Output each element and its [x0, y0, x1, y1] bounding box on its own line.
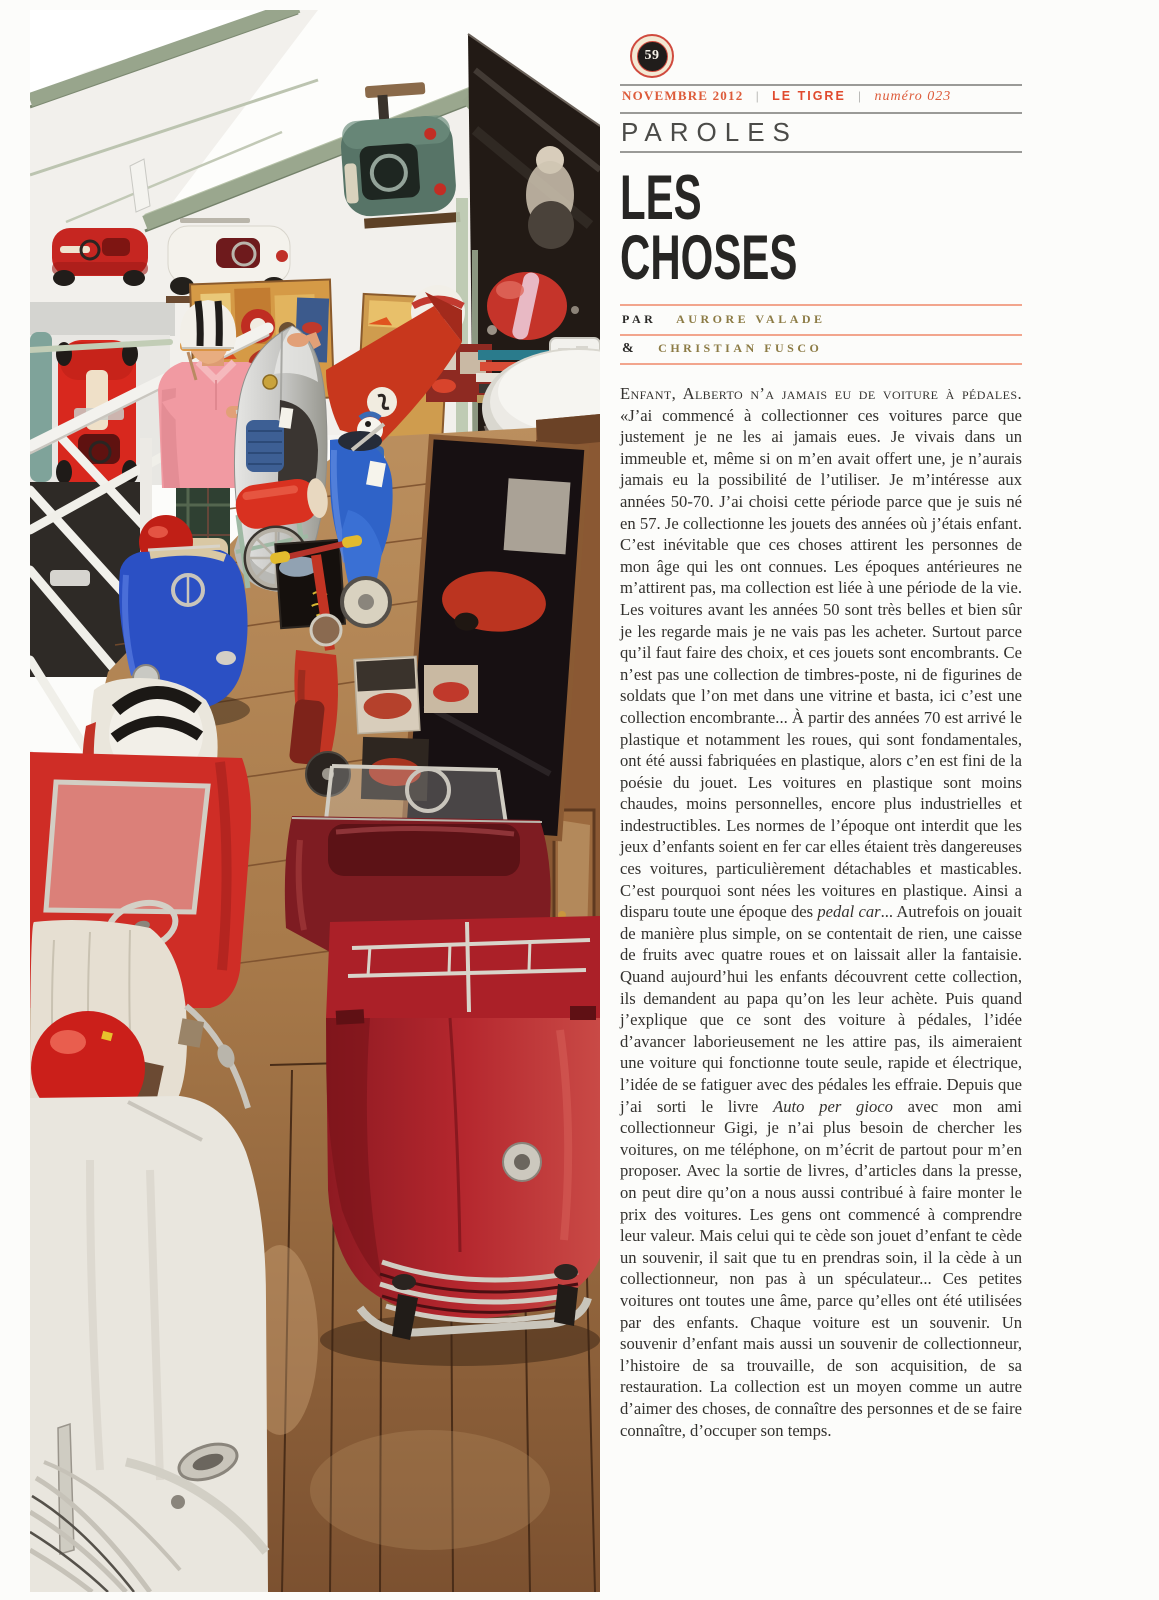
- page-number-disc: [637, 41, 668, 72]
- hand-on-car: [287, 333, 309, 347]
- body-paragraph-3: avec mon ami collectionneur Gigi, je n’ai plus besoin de chercher les voitures, on me téléphone, on m’écrit de partout pour m’en proposer. Avec la sortie de livres, d’articles dans la presse, on peut dire qu’on a nous aussi contribué à faire monter le prix des voitures. Les gens ont commencé à comprendre leur valeur. Mais celui qui te cède son jouet d’enfant te cède un souvenir, il sait que tu en prendras soin, il la cède à un collectionneur, non pas à un spéculateur... Ces petites voitures ont toutes une âme, parce qu’elles ont été utilisées par des enfants. Chaque voiture est un souvenir. Un souvenir d’enfant mais aussi un souvenir de collectionneur, l’histoire de sa trouvaille, de son acquisition, de sa restauration. La collection est un moyen comme un autre d’aimer des choses, de connaître des personnes et de se faire connaître, d’occuper son temps.: [620, 1096, 1022, 1440]
- byline-par-label: PAR: [622, 312, 657, 326]
- byline-row-2: [622, 341, 822, 357]
- body-italic-auto-per-gioco: Auto per gioco: [773, 1096, 893, 1116]
- byline-ampersand: &: [622, 341, 634, 356]
- byline-row-1: [622, 312, 826, 327]
- article-body: [620, 383, 1022, 1441]
- masthead: [622, 88, 1022, 105]
- body-paragraph-1: «J’ai commencé à collectionner ces voitures parce que justement je ne les ai jamais eues. Je vivais dans un immeuble et, même si on m’en avait offert une, je n’aurais jamais eu la possibilité de l’utiliser. Je m’intéresse aux années 50-70. J’ai choisi cette période parce que je suis né en 57. Je collectionne les jouets des années où j’étais enfant. C’est inévitable que ces choses attirent les personnes de mon âge qui les ont connues. Les époques antérieures ne m’attirent pas, ma collection est liée à une période de la vie. Les voitures avant les années 50 sont très belles et bien sûr je les regarde mais je ne vais pas les acheter. Surtout parce qu’il faut faire des choix, et ces jouets sont encombrants. Ce n’est pas une collection de timbres-poste, ni de figurines de soldats que l’on met dans une vitrine et basta, ici c’est une collection encombrante... À partir des années 70 est arrivé le plastique et notamment les roues, qui sont fondamentales, ont été aussi fabriquées en plastique, alors c’en est fini de la poésie du jouet. Les voitures en plastique sont moins chaudes, moins personnelles, encore plus industrielles et indestructibles. Les normes de l’époque ont interdit que les jeux d’enfants soient en fer car elles étaient très dangereuses ces voitures, particulièrement détachables et masticables. C’est pourquoi sont nées les voitures en plastique. Ainsi a disparu toute une époque des: [620, 405, 1022, 922]
- byline-rule: [620, 334, 1022, 336]
- masthead-date: NOVEMBRE 2012: [622, 88, 744, 103]
- masthead-separator: |: [755, 88, 760, 103]
- photo-pedal-car-collection: [30, 10, 600, 1592]
- body-paragraph-2: ... Autrefois on jouait de manière plus simple, on se contentait de rien, une caisse de fruits avec quatre roues et on laissait aller la fantaisie. Quand aujourd’hui les enfants découvrent cette collection, ils demandent au papa qu’on les leur achète. Puis quand j’explique que ce sont des voiture à pédales, l’idée d’avancer laborieusement ne les attire pas, ils aimeraient une voiture qui fonctionne toute seule, rapide et électrique, l’idée de se fatiguer avec des pédales les effraie. Depuis que j’ai sorti le livre: [620, 902, 1023, 1116]
- byline-rule: [620, 363, 1022, 365]
- article-column: [620, 0, 1022, 1600]
- red-cream-pedal-car: [30, 752, 268, 1592]
- page-number-badge: [630, 34, 674, 78]
- masthead-separator: |: [858, 88, 863, 103]
- photo-illustration: [30, 10, 600, 1592]
- body-lead-smallcaps: Enfant, Alberto n’a jamais eu de voiture à pédales.: [620, 384, 1022, 403]
- article-title-line1: LES: [620, 162, 702, 233]
- byline-author-1: AURORE VALADE: [676, 312, 826, 326]
- body-italic-pedal-car: pedal car: [817, 902, 881, 922]
- masthead-rule-bottom: [620, 151, 1022, 153]
- section-label: PAROLES: [621, 117, 798, 147]
- article-title-line2: CHOSES: [620, 222, 798, 293]
- masthead-issue: numéro 023: [874, 89, 952, 104]
- masthead-magazine: LE TIGRE: [772, 89, 846, 103]
- masthead-rule-mid: [620, 112, 1022, 114]
- byline-author-2: CHRISTIAN FUSCO: [658, 341, 823, 355]
- page-number: 59: [644, 48, 660, 63]
- byline-rule: [620, 304, 1022, 306]
- masthead-rule-top: [620, 84, 1022, 86]
